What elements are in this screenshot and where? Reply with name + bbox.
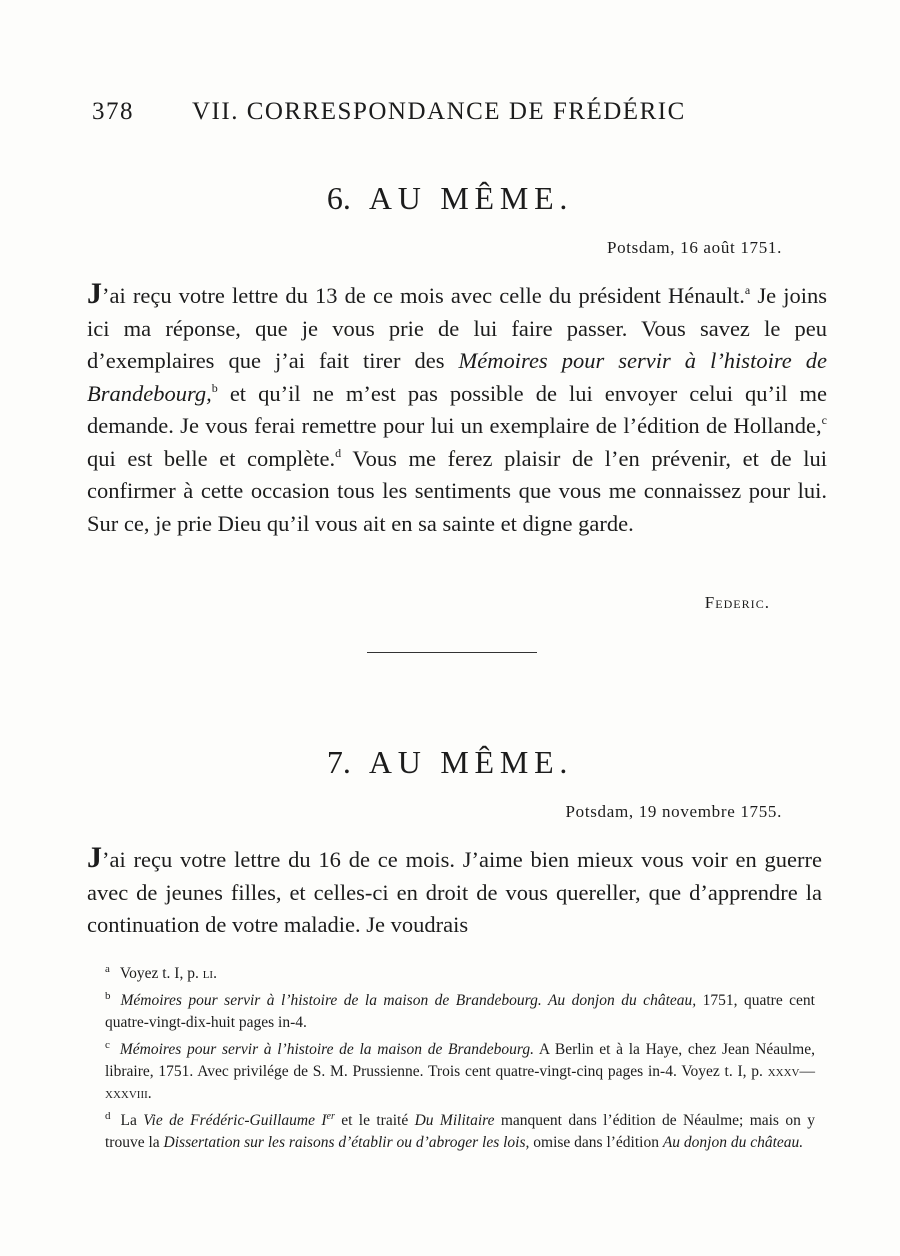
letter-6-text-1: ’ai reçu votre lettre du 13 de ce mois avec celle du président Hénault.: [102, 283, 745, 308]
letter-6-title: AU MÊME.: [368, 180, 574, 216]
section-divider: [367, 652, 537, 653]
page-number: 378: [92, 98, 134, 125]
footnote-d: [105, 1105, 815, 1154]
footnote-a-text: Voyez t. I, p.: [119, 965, 203, 982]
letter-6-dropcap: J: [87, 277, 102, 310]
footnote-d-italic-4: Au donjon du château.: [662, 1134, 804, 1151]
letter-7-title: AU MÊME.: [368, 744, 574, 780]
footnote-d-text-2: et le traité: [334, 1112, 415, 1129]
letter-6-text-4: qui est belle et complète.: [87, 445, 336, 471]
footnote-d-italic-3: Dissertation sur les raisons d’établir ou d’abroger les lois,: [163, 1134, 530, 1151]
letter-6-book-title: Mémoires pour servir à l’histoire de Brandebourg,: [87, 348, 827, 406]
letter-7-body: [87, 842, 822, 942]
letter-7-text: ’ai reçu votre lettre du 16 de ce mois. J’aime bien mieux vous voir en guerre avec de jeunes filles, et celles-ci en droit de vous quereller, que d’apprendre la continuation de votre maladie. Je voudrais: [87, 847, 822, 937]
footnote-a-mark: a: [105, 963, 110, 975]
footnotes: [105, 958, 815, 1154]
running-head: [92, 98, 732, 126]
letter-7-dateline: Potsdam, 19 novembre 1755.: [565, 802, 782, 821]
footnote-ref-a[interactable]: a: [744, 283, 751, 297]
footnote-ref-b[interactable]: b: [211, 380, 218, 395]
letter-6-text-2: Je joins ici ma réponse, que je vous prie de lui faire passer. Vous savez le peu d’exemplaires que j’ai fait tirer des: [87, 283, 827, 373]
footnote-d-text-3: manquent dans l’édition de Néaulme; mais on y trouve la: [105, 1112, 815, 1151]
letter-7-number: 7.: [326, 744, 351, 780]
letter-7-heading: [0, 744, 900, 781]
footnote-b-title: Mémoires pour servir à l’histoire de la maison de Brandebourg. Au donjon du château,: [120, 992, 697, 1009]
footnote-ref-d[interactable]: d: [335, 445, 342, 460]
footnote-a: [105, 958, 815, 985]
footnote-c-mark: c: [105, 1039, 110, 1051]
letter-6-signature: Federic.: [704, 593, 770, 612]
footnote-d-mark: d: [105, 1110, 111, 1122]
footnote-d-text-1: La: [120, 1112, 144, 1129]
footnote-b-text: 1751, quatre cent quatre-vingt-dix-huit pages in-4.: [105, 992, 815, 1031]
footnote-ref-c[interactable]: c: [821, 413, 827, 427]
footnote-c-title: Mémoires pour servir à l’histoire de la maison de Brandebourg.: [119, 1041, 534, 1058]
letter-6-body: [87, 278, 827, 540]
footnote-c: [105, 1034, 815, 1105]
footnote-a-roman: li.: [202, 965, 217, 982]
footnote-d-italic-1: Vie de Frédéric-Guillaume I: [143, 1112, 327, 1129]
letter-6-number: 6.: [326, 180, 351, 216]
letter-6-dateline: Potsdam, 16 août 1751.: [606, 238, 782, 257]
footnote-c-text: A Berlin et à la Haye, chez Jean Néaulme, libraire, 1751. Avec privilége de S. M. Prussienne. Trois cent quatre-vingt-cinq pages in-4. Voyez t. I, p.: [105, 1041, 815, 1080]
footnote-c-roman: xxxv—xxxviii.: [105, 1063, 815, 1102]
letter-6-text-3: et qu’il ne m’est pas possible de lui envoyer celui qu’il me demande. Je vous ferai remettre pour lui un exemplaire de l’édition de Hollande,: [87, 380, 827, 438]
footnote-d-sup: er: [326, 1110, 335, 1122]
running-title: VII. CORRESPONDANCE DE FRÉDÉRIC: [192, 98, 686, 125]
footnote-b: [105, 985, 815, 1034]
footnote-b-mark: b: [105, 990, 111, 1002]
letter-6-heading: [0, 180, 900, 217]
letter-6-text-5: Vous me ferez plaisir de l’en prévenir, et de lui confirmer à cette occasion tous les sentiments que vous me connaissez pour lui. Sur ce, je prie Dieu qu’il vous ait en sa sainte et digne garde.: [87, 445, 827, 536]
footnote-d-italic-2: Du Militaire: [414, 1112, 495, 1129]
letter-7-dropcap: J: [87, 841, 102, 874]
footnote-d-text-4: omise dans l’édition: [529, 1134, 663, 1151]
